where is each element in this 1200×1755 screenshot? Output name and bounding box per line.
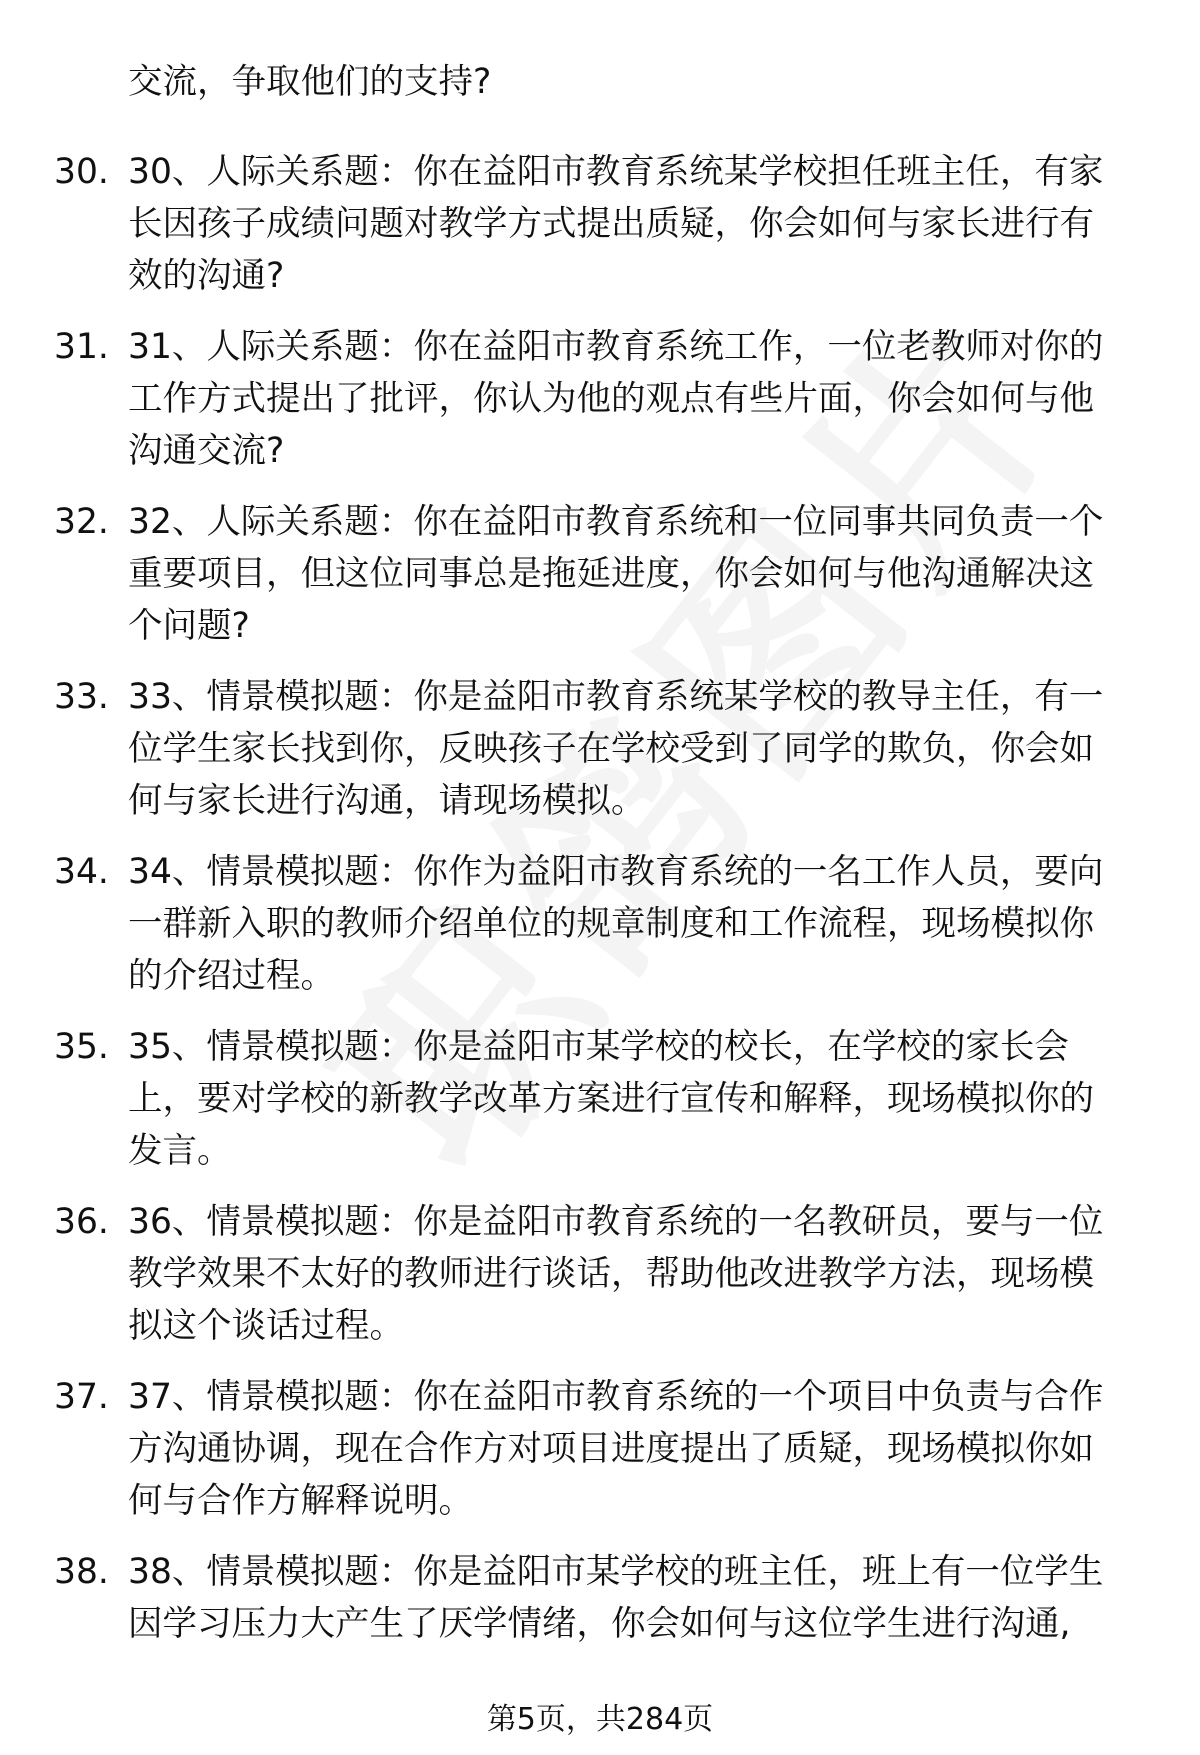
question-number: 33. bbox=[54, 677, 109, 717]
question-number: 34. bbox=[54, 852, 109, 892]
question-text-line: 38、情景模拟题：你是益阳市某学校的班主任，班上有一位学生 bbox=[128, 1552, 1104, 1592]
question-text-line: 何与家长进行沟通，请现场模拟。 bbox=[128, 781, 646, 821]
question-number: 38. bbox=[54, 1552, 109, 1592]
question-text-line: 一群新入职的教师介绍单位的规章制度和工作流程，现场模拟你 bbox=[128, 904, 1094, 944]
question-text-line: 个问题? bbox=[128, 606, 250, 646]
question-text-line: 因学习压力大产生了厌学情绪，你会如何与这位学生进行沟通, bbox=[128, 1604, 1071, 1644]
question-text-line: 重要项目，但这位同事总是拖延进度，你会如何与他沟通解决这 bbox=[128, 554, 1094, 594]
continuation-text: 交流，争取他们的支持? bbox=[128, 62, 492, 102]
question-text-line: 34、情景模拟题：你作为益阳市教育系统的一名工作人员，要向 bbox=[128, 852, 1104, 892]
question-text-line: 方沟通协调，现在合作方对项目进度提出了质疑，现场模拟你如 bbox=[128, 1429, 1094, 1469]
question-text-line: 36、情景模拟题：你是益阳市教育系统的一名教研员，要与一位 bbox=[128, 1202, 1104, 1242]
question-text-line: 35、情景模拟题：你是益阳市某学校的校长，在学校的家长会 bbox=[128, 1027, 1069, 1067]
page-footer: 第5页，共284页 bbox=[486, 1702, 714, 1737]
question-number: 32. bbox=[54, 502, 109, 542]
question-text-line: 位学生家长找到你，反映孩子在学校受到了同学的欺负，你会如 bbox=[128, 729, 1094, 769]
question-text-line: 发言。 bbox=[128, 1131, 232, 1171]
question-number: 37. bbox=[54, 1377, 109, 1417]
question-text-line: 37、情景模拟题：你在益阳市教育系统的一个项目中负责与合作 bbox=[128, 1377, 1104, 1417]
question-text-line: 拟这个谈话过程。 bbox=[128, 1306, 404, 1346]
question-text-line: 31、人际关系题：你在益阳市教育系统工作，一位老教师对你的 bbox=[128, 327, 1104, 367]
question-text-line: 沟通交流? bbox=[128, 431, 285, 471]
question-text-line: 33、情景模拟题：你是益阳市教育系统某学校的教导主任，有一 bbox=[128, 677, 1104, 717]
question-text-line: 的介绍过程。 bbox=[128, 956, 335, 996]
question-text-line: 上，要对学校的新教学改革方案进行宣传和解释，现场模拟你的 bbox=[128, 1079, 1094, 1119]
question-text-line: 教学效果不太好的教师进行谈话，帮助他改进教学方法，现场模 bbox=[128, 1254, 1094, 1294]
question-text-line: 30、人际关系题：你在益阳市教育系统某学校担任班主任，有家 bbox=[128, 152, 1104, 192]
question-text-line: 何与合作方解释说明。 bbox=[128, 1481, 473, 1521]
question-text-line: 效的沟通? bbox=[128, 256, 285, 296]
question-number: 31. bbox=[54, 327, 109, 367]
question-number: 30. bbox=[54, 152, 109, 192]
question-text-line: 工作方式提出了批评，你认为他的观点有些片面，你会如何与他 bbox=[128, 379, 1094, 419]
question-number: 36. bbox=[54, 1202, 109, 1242]
question-number: 35. bbox=[54, 1027, 109, 1067]
question-text-line: 长因孩子成绩问题对教学方式提出质疑，你会如何与家长进行有 bbox=[128, 204, 1094, 244]
question-text-line: 32、人际关系题：你在益阳市教育系统和一位同事共同负责一个 bbox=[128, 502, 1104, 542]
